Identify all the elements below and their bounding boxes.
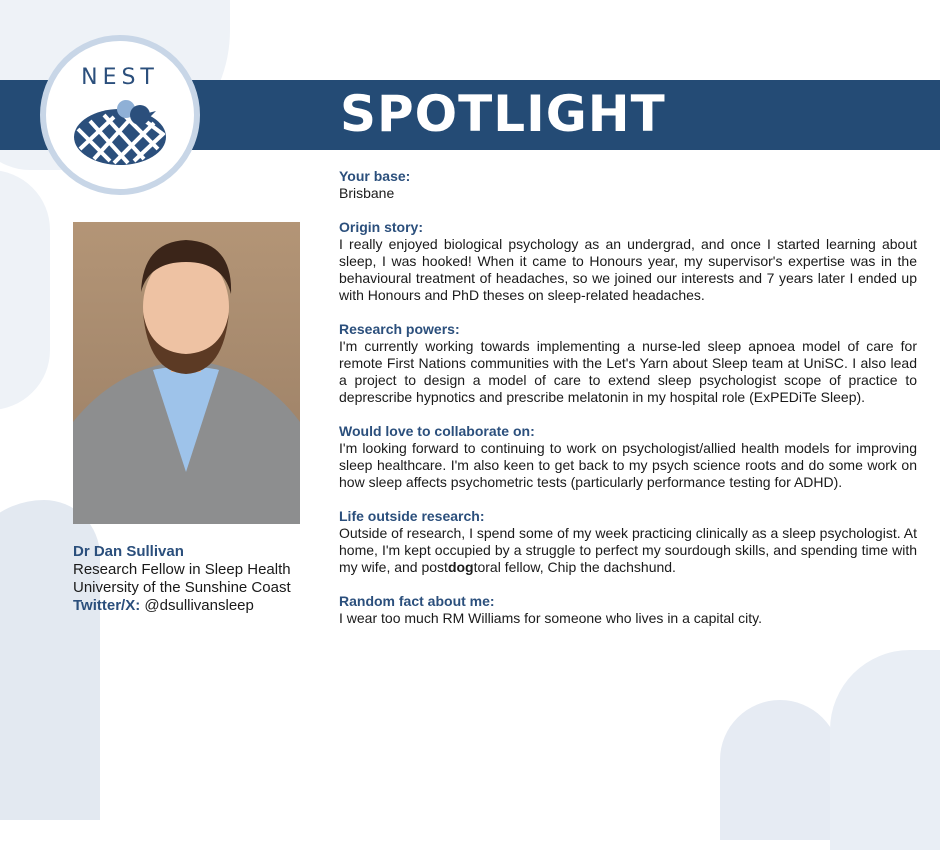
profile-role: Research Fellow in Sleep Health — [73, 561, 291, 578]
background-shape — [830, 650, 940, 850]
background-shape — [0, 170, 50, 410]
section-body: I really enjoyed biological psychology as an undergrad, and once I started learning about sleep, I was hooked! When it came to Honours year, my supervisor's expertise was in the behavioural treatment of headaches, so we joined our interests and 7 years later I ended up with Honours and PhD theses on sleep-related headaches. — [339, 236, 917, 303]
background-shape — [720, 700, 840, 840]
section-heading: Would love to collaborate on: — [339, 423, 535, 439]
profile-caption — [73, 543, 291, 615]
bird-nest-icon — [70, 99, 170, 169]
section-body — [339, 525, 917, 576]
section-body: Brisbane — [339, 185, 395, 201]
nest-logo — [40, 35, 200, 195]
profile-twitter — [73, 597, 291, 615]
section-collaborate — [339, 423, 917, 491]
profile-name: Dr Dan Sullivan — [73, 543, 184, 560]
section-origin — [339, 219, 917, 304]
twitter-handle[interactable]: @dsullivansleep — [140, 597, 254, 614]
section-body: I'm looking forward to continuing to work on psychologist/allied health models for improving sleep healthcare. I'm also keen to get back to my psych science roots and do some work on how sleep affects psychometric tests (particularly performance testing for ADHD). — [339, 440, 917, 490]
section-heading: Your base: — [339, 168, 411, 184]
emphasis-text: dog — [447, 559, 474, 575]
section-random-fact — [339, 593, 917, 627]
logo-wordmark: NEST — [81, 65, 159, 90]
section-heading: Random fact about me: — [339, 593, 495, 609]
body-text: Outside of research, I spend some of my week practicing clinically as a sleep psychologist. At home, I'm kept occupied by a struggle to perfect my sourdough skills, and spending time with my wife, and post — [339, 525, 917, 575]
section-body: I'm currently working towards implementing a nurse-led sleep apnoea model of care for remote First Nations communities with the Let's Yarn about Sleep team at UniSC. I also lead a project to design a model of care to extend sleep psychologist scope of practice to deprescribe hypnotics and prescribe melatonin in my hospital role (ExPEDiTe Sleep). — [339, 338, 917, 405]
page-title: SPOTLIGHT — [340, 85, 666, 143]
section-body: I wear too much RM Williams for someone who lives in a capital city. — [339, 610, 762, 626]
profile-affiliation: University of the Sunshine Coast — [73, 579, 291, 596]
portrait-icon — [73, 222, 300, 524]
section-heading: Research powers: — [339, 321, 460, 337]
section-outside-research — [339, 508, 917, 576]
section-heading: Origin story: — [339, 219, 424, 235]
twitter-label: Twitter/X: — [73, 597, 141, 614]
section-heading: Life outside research: — [339, 508, 485, 524]
section-base — [339, 168, 917, 202]
body-text: toral fellow, Chip the dachshund. — [473, 559, 676, 575]
profile-photo — [73, 222, 300, 524]
profile-details — [339, 168, 917, 644]
section-research-powers — [339, 321, 917, 406]
